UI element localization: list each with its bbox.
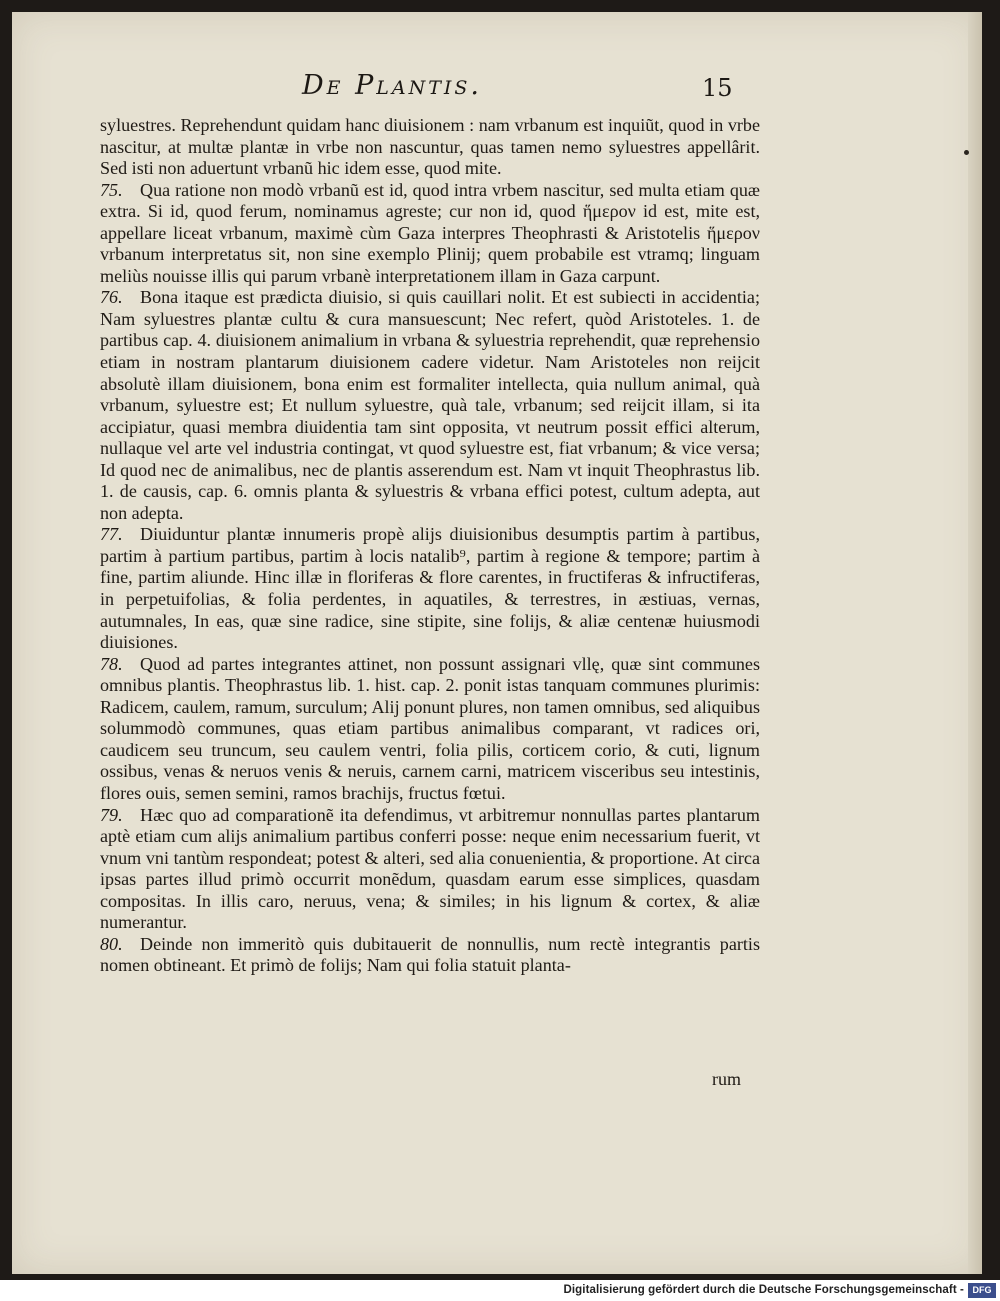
paragraph-76	[100, 287, 760, 524]
paragraph-79	[100, 805, 760, 934]
paragraph-78	[100, 654, 760, 805]
paragraph-number: 80.	[100, 933, 123, 954]
paragraph-text: Bona itaque est prædicta diuisio, si quis cauillari nolit. Et est subiecti in accidentia; Nam syluestres plantæ cultu & cura mansuescunt; Nec refert, quòd Aristoteles. 1. de partibus cap. 4. diuisionem animalium in vrbana & syluestria reprehendit, quæ reprehensio etiam in nostram plantarum diuisionem cadere videtur. Nam Aristoteles non reijcit absolutè illam diuisionem, bona enim est formaliter intellecta, quia nullum animal, quà vrbanum, syluestre est; Et nullum syluestre, quà tale, vrbanum; sed reijcit illam, si ita accipiatur, quasi membra diuidentia tam sint opposita, vt neutrum possit effici alterum, nullaque vel arte vel industria contingat, vt quod syluestre est, fiat vrbanum; & vice versa; Id quod nec de animalibus, nec de plantis asserendum est. Nam vt inquit Theophrastus lib. 1. de causis, cap. 6. omnis planta & syluestris & vrbana effici potest, cultum adepta, aut non adepta.	[100, 287, 760, 523]
page-number: 15	[702, 74, 733, 102]
dfg-logo: DFG	[968, 1283, 996, 1298]
paragraph-text: Deinde non immeritò quis dubitauerit de nonnullis, num rectè integrantis partis nomen obtineant. Et primò de folijs; Nam qui folia statuit planta-	[100, 933, 760, 976]
paragraph-number: 75.	[100, 179, 123, 200]
paragraph-text: Quod ad partes integrantes attinet, non possunt assignari vllę, quæ sint communes omnibus plantis. Theophrastus lib. 1. hist. cap. 2. ponit istas tanquam communes plurimis: Radicem, caulem, ramum, surculum; Alij ponunt plures, non tamen omnibus, sed aliquibus solummodò communes, quas etiam partibus animalibus comparant, vt radices ori, caudicem seu truncum, seu caulem ventri, folia pilis, corticem corio, & cuti, lignum ossibus, venas & neruos venis & neruis, carnem carni, matricem visceribus seu intestinis, flores ouis, semen semini, ramos brachijs, fructus fœtui.	[100, 653, 760, 803]
paragraph-number: 76.	[100, 287, 123, 308]
paragraph-continuation	[100, 115, 760, 180]
book-page	[12, 12, 982, 1274]
page-edge	[968, 12, 982, 1274]
paragraph-text: syluestres. Reprehendunt quidam hanc diuisionem : nam vrbanum est inquiũt, quod in vrbe nascitur, at multæ plantæ in vrbe non nascuntur, quas tamen nemo syluestres appellârit. Sed isti non aduertunt vrbanũ hic idem esse, quod mite.	[100, 115, 760, 179]
paragraph-80	[100, 934, 760, 977]
paragraph-text: Diuiduntur plantæ innumeris propè alijs diuisionibus desumptis partim à partibus, partim à partium partibus, partim à locis natalib⁹, partim à regione & tempore; partim à fine, partim aliunde. Hinc illæ in floriferas & flore carentes, in fructiferas & infructiferas, in perpetuifolias, & folia perdentes, in aquatiles, & terrestres, in æstiuas, vernas, autumnales, In eas, quæ sine radice, sine stipite, sine folijs, & aliæ centenæ huiusmodi diuisiones.	[100, 524, 760, 653]
funding-credit: Digitalisierung gefördert durch die Deutsche Forschungsgemeinschaft -	[563, 1284, 964, 1296]
margin-dot	[964, 150, 969, 155]
paragraph-number: 79.	[100, 804, 123, 825]
paragraph-text: Qua ratione non modò vrbanũ est id, quod intra vrbem nascitur, sed multa etiam quæ extra. Si id, quod ferum, nominamus agreste; cur non id, quod ἥμερον id est, mite est, appellare liceat vrbanum, maximè cùm Gaza interpres Theophrasti & Aristotelis ἥμερον vrbanum interpretatus sit, non sine exemplo Plinij; quem probabile est vtramq; linguam meliùs nouisse illis qui parum vrbanè interpretationem illam in Gaza carpunt.	[100, 179, 760, 286]
paragraph-number: 77.	[100, 524, 123, 545]
paragraph-77	[100, 524, 760, 653]
catchword: rum	[712, 1069, 741, 1089]
paragraph-number: 78.	[100, 653, 123, 674]
running-title: De Plantis.	[302, 70, 483, 101]
paragraph-75	[100, 180, 760, 288]
body-text	[100, 115, 760, 977]
paragraph-text: Hæc quo ad comparationẽ ita defendimus, vt arbitremur nonnullas partes plantarum aptè etiam cum alijs animalium partibus conferri posse: neque enim necessarium fuerit, vt vnum vni tantùm respondeat; potest & alteri, sed alia conuenientia, & proportione. At circa ipsas partes illud primò occurrit monẽdum, quasdam earum esse simplices, quasdam compositas. In illis caro, neruus, vena; & similes; in his lignum & cortex, & aliæ numerantur.	[100, 804, 760, 933]
running-head	[12, 66, 972, 110]
digitization-footer	[0, 1280, 1000, 1301]
